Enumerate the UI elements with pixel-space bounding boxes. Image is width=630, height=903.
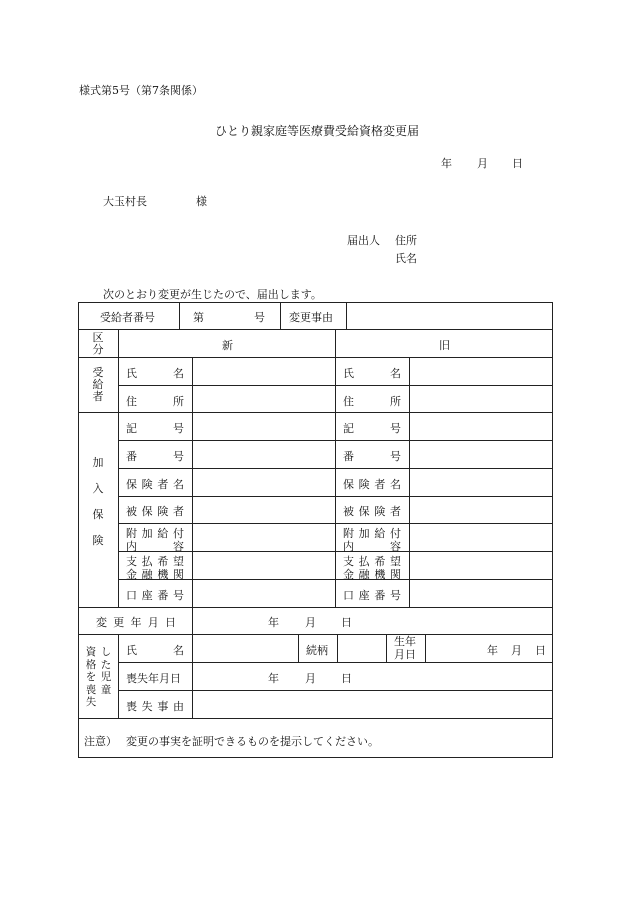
note-text: 変更の事実を証明できるものを提示してください。 (126, 735, 379, 748)
new-symbol-field[interactable] (193, 413, 334, 439)
new-account-number-field[interactable] (193, 580, 334, 606)
old-additional-benefit-line1: 附 加 給 付 (343, 527, 401, 540)
insurance-section-label: 加入保険 (92, 456, 104, 547)
old-name-label: 氏 名 (343, 367, 401, 380)
new-insured-label: 被 保 険 者 (126, 505, 184, 518)
old-account-number-field[interactable] (410, 580, 551, 606)
change-date-year: 年 (268, 616, 279, 629)
birth-label: 生年 月日 (394, 635, 416, 661)
new-name-field[interactable] (193, 358, 334, 384)
new-number-label: 番 号 (126, 450, 184, 463)
old-additional-benefit-field[interactable] (410, 524, 551, 550)
intro-text: 次のとおり変更が生じたので、届出します。 (103, 288, 322, 301)
loss-date-label: 喪失年月日 (126, 672, 181, 685)
change-date-month: 月 (305, 616, 316, 629)
new-symbol-label: 記 号 (126, 422, 184, 435)
new-number-field[interactable] (193, 441, 334, 467)
relation-field[interactable] (338, 635, 385, 661)
new-account-number-label: 口 座 番 号 (126, 589, 184, 602)
table-border-bottom (78, 757, 552, 758)
old-symbol-field[interactable] (410, 413, 551, 439)
old-column-label: 旧 (439, 339, 450, 352)
loss-date-year: 年 (268, 672, 279, 685)
recipient-number-label: 受給者番号 (100, 311, 155, 324)
new-additional-benefit-line2: 内 容 (126, 540, 184, 553)
new-name-label: 氏 名 (126, 367, 184, 380)
child-name-label: 氏 名 (126, 644, 184, 657)
old-address-label: 住 所 (343, 395, 401, 408)
old-address-field[interactable] (410, 386, 551, 412)
old-number-label: 番 号 (343, 450, 401, 463)
name-label: 氏名 (395, 252, 417, 265)
new-insurer-name-label: 保 険 者 名 (126, 478, 184, 491)
loss-date-day: 日 (341, 672, 352, 685)
old-bank-line1: 支 払 希 望 (343, 555, 401, 568)
change-reason-label: 変更事由 (289, 311, 333, 324)
change-date-day: 日 (341, 616, 352, 629)
old-account-number-label: 口 座 番 号 (343, 589, 401, 602)
date-month-label: 月 (477, 157, 488, 170)
birth-date-field[interactable] (426, 635, 551, 661)
number-prefix: 第 (193, 311, 204, 324)
note-label: 注意） (84, 735, 117, 748)
old-bank-line2: 金 融 機 関 (343, 568, 401, 581)
old-number-field[interactable] (410, 441, 551, 467)
address-label: 住所 (395, 234, 417, 247)
recipient-section-label: 受給者 (92, 366, 104, 403)
new-address-label: 住 所 (126, 395, 184, 408)
form-number: 様式第5号（第7条関係） (79, 84, 203, 97)
new-bank-field[interactable] (193, 552, 334, 578)
old-name-field[interactable] (410, 358, 551, 384)
new-column-label: 新 (222, 339, 233, 352)
lost-child-label-col1: 資 格 を 喪 失 (85, 646, 97, 708)
change-date-field[interactable] (193, 608, 551, 633)
old-insured-label: 被 保 険 者 (343, 505, 401, 518)
birth-day: 日 (535, 644, 546, 657)
old-insurer-name-field[interactable] (410, 469, 551, 495)
change-date-label: 変 更 年 月 日 (96, 616, 176, 629)
number-suffix: 号 (254, 311, 265, 324)
change-reason-field[interactable] (347, 303, 551, 328)
old-bank-field[interactable] (410, 552, 551, 578)
table-border-left (78, 302, 79, 758)
old-insurer-name-label: 保 険 者 名 (343, 478, 401, 491)
new-additional-benefit-line1: 附 加 給 付 (126, 527, 184, 540)
loss-reason-label: 喪 失 事 由 (126, 700, 184, 713)
date-year-label: 年 (441, 157, 452, 170)
new-additional-benefit-field[interactable] (193, 524, 334, 550)
document-title: ひとり親家庭等医療費受給資格変更届 (215, 124, 420, 138)
relation-label: 続柄 (306, 644, 328, 657)
lost-child-label-col2: し た 児 童 (100, 646, 112, 696)
addressee: 大玉村長 (103, 195, 147, 208)
old-insured-field[interactable] (410, 497, 551, 522)
new-address-field[interactable] (193, 386, 334, 412)
new-bank-line2: 金 融 機 関 (126, 568, 184, 581)
birth-month: 月 (511, 644, 522, 657)
old-symbol-label: 記 号 (343, 422, 401, 435)
new-bank-line1: 支 払 希 望 (126, 555, 184, 568)
loss-reason-field[interactable] (193, 691, 551, 717)
addressee-honorific: 様 (196, 195, 207, 208)
loss-date-month: 月 (305, 672, 316, 685)
date-day-label: 日 (512, 157, 523, 170)
new-insurer-name-field[interactable] (193, 469, 334, 495)
loss-date-field[interactable] (193, 663, 551, 689)
applicant-label: 届出人 (347, 234, 380, 247)
child-name-field[interactable] (193, 635, 297, 661)
old-additional-benefit-line2: 内 容 (343, 540, 401, 553)
new-insured-field[interactable] (193, 497, 334, 522)
division-label: 区分 (92, 331, 104, 356)
birth-year: 年 (487, 644, 498, 657)
table-border-right (552, 302, 553, 758)
